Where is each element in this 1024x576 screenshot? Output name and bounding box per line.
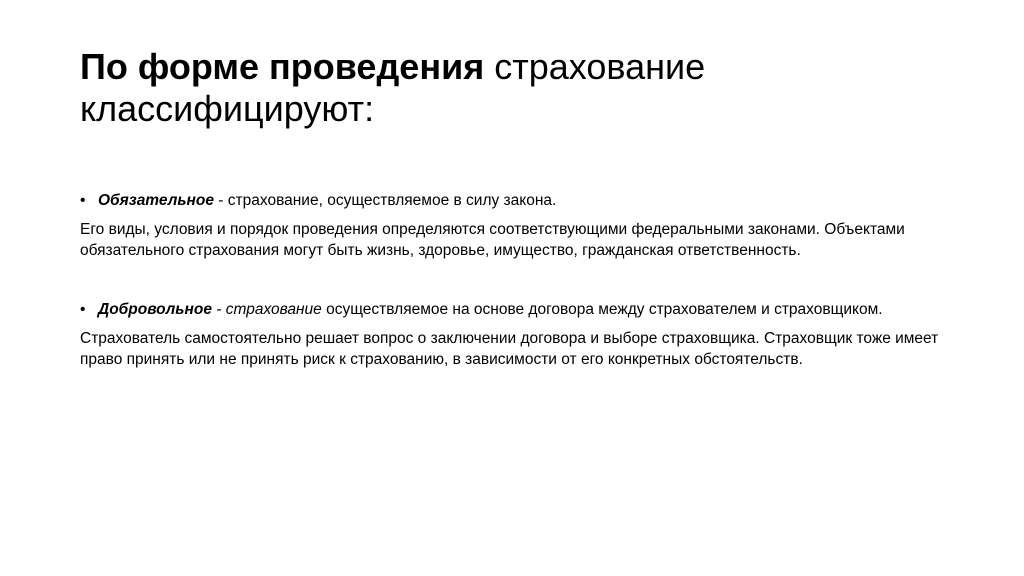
bullet-dot: • bbox=[80, 301, 86, 318]
separator: - bbox=[211, 301, 226, 318]
slide-title-rest: страхование классифицируют: bbox=[80, 46, 706, 129]
slide-title bbox=[80, 46, 960, 130]
term-voluntary: Добровольное bbox=[98, 301, 212, 318]
definition-voluntary-italic: страхование bbox=[225, 301, 322, 318]
paragraph-voluntary: Страхователь самостоятельно решает вопрос о заключении договора и выборе страховщика. Страховщик тоже имеет право принять или не принять риск к страхованию, в зависимости от его конкретных обстоятельств. bbox=[80, 330, 939, 368]
separator: - bbox=[214, 192, 228, 209]
bullet-item-voluntary bbox=[80, 299, 960, 320]
bullet-dot: • bbox=[80, 192, 86, 209]
term-mandatory: Обязательное bbox=[98, 192, 214, 209]
spacer bbox=[80, 261, 960, 299]
paragraph-mandatory: Его виды, условия и порядок проведения определяются соответствующими федеральными законами. Объектами обязательного страхования могут быть жизнь, здоровье, имущество, гражданская ответственность. bbox=[80, 221, 905, 259]
definition-mandatory: страхование, осуществляемое в силу закона. bbox=[227, 192, 557, 209]
bullet-item-mandatory bbox=[80, 190, 960, 211]
definition-voluntary: осуществляемое на основе договора между страхователем и страховщиком. bbox=[321, 301, 883, 318]
slide-title-bold: По форме проведения bbox=[80, 46, 485, 87]
slide-content bbox=[80, 190, 960, 370]
